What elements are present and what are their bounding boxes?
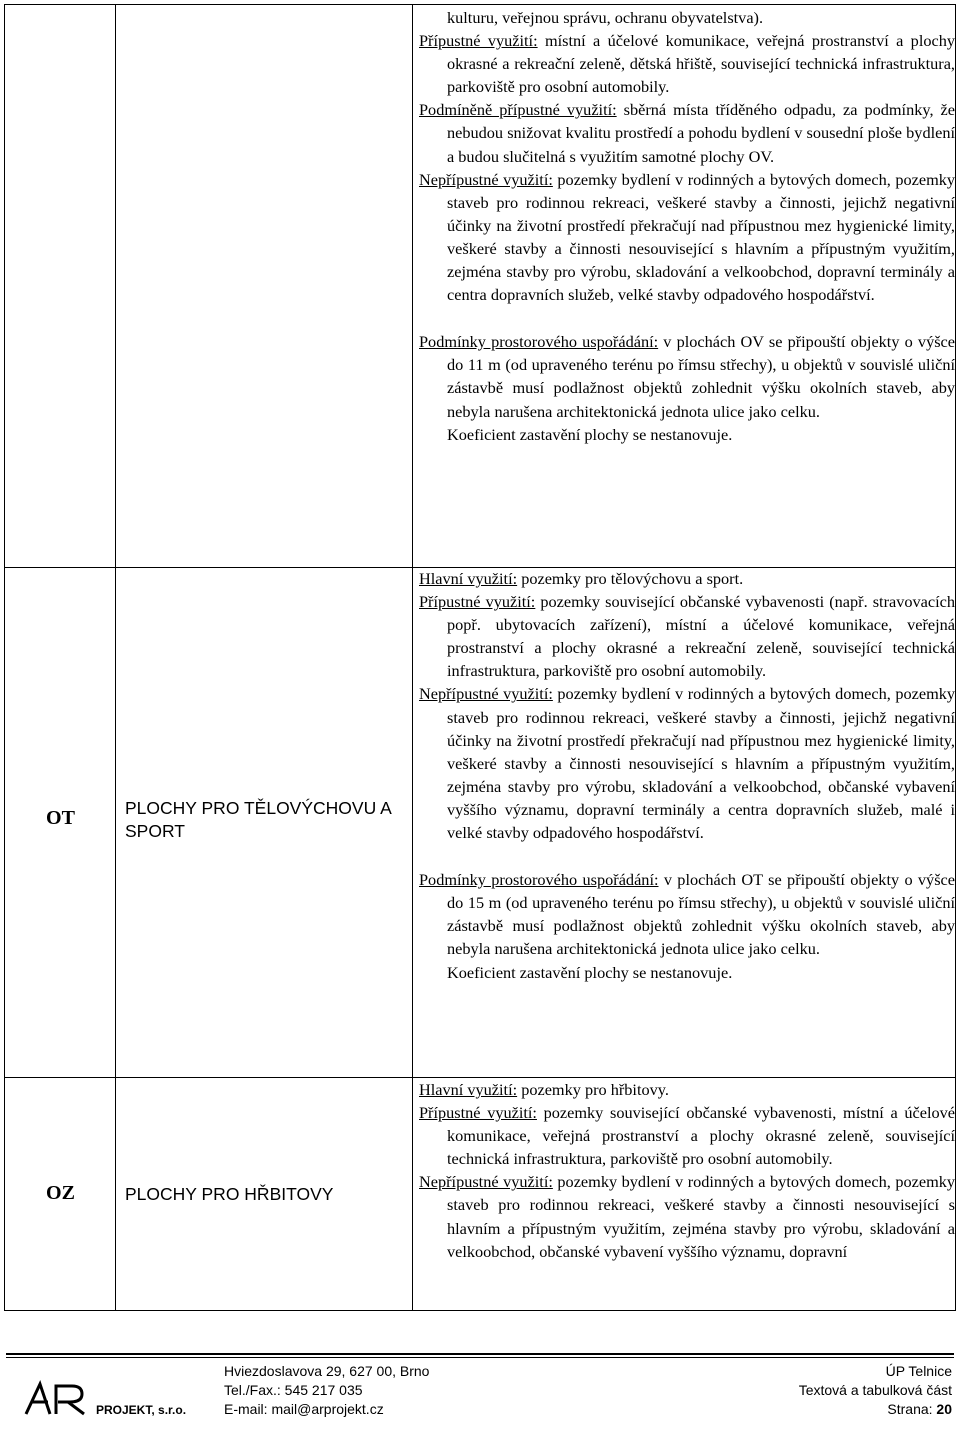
footer-address: Hviezdoslavova 29, 627 00, Brno <box>224 1363 430 1379</box>
text-paragraph: Přípustné využití: místní a účelové komunikace, veřejná prostranství a plochy okrasné a rekreační zeleně, dětská hřiště, související technická infrastruktura, parkoviště pro osobní automobily. <box>419 31 955 97</box>
text-paragraph: Podmíněně přípustné využití: sběrná místa tříděného odpadu, za podmínky, že nebudou snižovat kvalitu prostředí a pohodu bydlení v sousední ploše bydlení a budou slučitelná s využitím samotné plochy OV. <box>419 100 955 166</box>
text-paragraph: Nepřípustné využití: pozemky bydlení v rodinných a bytových domech, pozemky staveb pro rodinnou rekreaci, veškeré stavby a činnosti nesouvisející s hlavním a přípustným využitím, zejména stavby pro výrobu, skladování a velkoobchod, občanské vybavení vyššího významu, dopravní <box>419 1172 956 1261</box>
ot-text-block <box>419 567 955 984</box>
logo-text: PROJEKT, s.r.o. <box>96 1403 187 1417</box>
footer-rule <box>6 1353 954 1355</box>
row-code-oz: OZ <box>46 1182 75 1204</box>
footer-email: E-mail: mail@arprojekt.cz <box>224 1401 384 1417</box>
footer-document-info <box>799 1362 952 1419</box>
ov-text-block <box>419 6 955 446</box>
text-paragraph: Hlavní využití: pozemky pro hřbitovy. <box>419 1080 669 1099</box>
company-logo <box>22 1378 202 1418</box>
oz-text-block <box>419 1078 955 1263</box>
regulation-table <box>4 4 956 1311</box>
column-divider <box>412 5 413 1310</box>
text-paragraph: Nepřípustné využití: pozemky bydlení v rodinných a bytových domech, pozemky staveb pro rodinnou rekreaci, veškeré stavby a činnosti, jejichž negativní účinky na životní prostředí překračují nad přípustnou mez hygienické limity, veškeré stavby a činnosti nesouvisející s hlavním a přípustným využitím, zejména stavby pro výrobu, skladování a velkoobchod, občanské vybavení vyššího významu, dopravní terminály a centra dopravních služeb, malé i velké stavby odpadového hospodářství. <box>419 684 956 843</box>
footer-contact <box>224 1362 429 1419</box>
row-name-oz: PLOCHY PRO HŘBITOVY <box>125 1184 334 1204</box>
text-paragraph: Přípustné využití: pozemky související občanské vybavenosti (např. stravovacích popř. ubytovacích zařízení), místní a účelové komunikace, veřejná prostranství a plochy okrasné a rekreační zeleně, související technická infrastruktura, parkoviště pro osobní automobily. <box>419 592 955 681</box>
footer-page <box>799 1400 952 1419</box>
conditions-paragraph: Podmínky prostorového uspořádání: v plochách OT se připouští objekty o výšce do 15 m (od upraveného terénu po římsu střechy), u objektů v souvislé uliční zástavbě musí podlažnost objektů zohlednit výšku okolních staveb, aby nebyla narušena architektonická jednota ulice jako celku. <box>419 870 955 959</box>
text-paragraph: Přípustné využití: pozemky související občanské vybavenosti, místní a účelové komunikace, veřejná prostranství a plochy okrasné zeleně, související technická infrastruktura, parkoviště pro osobní automobily. <box>419 1103 956 1169</box>
row-code-ot: OT <box>46 807 75 829</box>
text-paragraph: Nepřípustné využití: pozemky bydlení v rodinných a bytových domech, pozemky staveb pro rodinnou rekreaci, veškeré stavby a činnosti, jejichž negativní účinky na životní prostředí překračují nad přípustnou mez hygienické limity, veškeré stavby a činnosti nesouvisející s hlavním a přípustným využitím, zejména stavby pro výrobu, skladování a velkoobchod, dopravní terminály a centra dopravních služeb, velké stavby odpadového hospodářství. <box>419 169 956 305</box>
footer-phone: Tel./Fax.: 545 217 035 <box>224 1382 363 1398</box>
page-number: 20 <box>936 1401 952 1417</box>
text-paragraph: kulturu, veřejnou správu, ochranu obyvatelstva). <box>447 8 764 27</box>
column-divider <box>115 5 116 1310</box>
footer-rule <box>6 1357 954 1358</box>
row-name-ot: PLOCHY PRO TĚLOVÝCHOVU A SPORT <box>125 798 391 841</box>
coefficient-note: Koeficient zastavění plochy se nestanovuje. <box>447 424 733 444</box>
footer-doc-part: Textová a tabulková část <box>798 1382 952 1398</box>
text-paragraph: Hlavní využití: pozemky pro tělovýchovu a sport. <box>419 569 744 588</box>
conditions-paragraph: Podmínky prostorového uspořádání: v plochách OV se připouští objekty o výšce do 11 m (od upraveného terénu po římsu střechy), u objektů v souvislé uliční zástavbě musí podlažnost objektů zohlednit výšku okolních staveb, aby nebyla narušena architektonická jednota ulice jako celku. <box>419 332 955 421</box>
page-label: Strana: <box>887 1401 937 1417</box>
footer-doc-title: ÚP Telnice <box>885 1363 952 1379</box>
coefficient-note: Koeficient zastavění plochy se nestanovuje. <box>447 962 733 982</box>
